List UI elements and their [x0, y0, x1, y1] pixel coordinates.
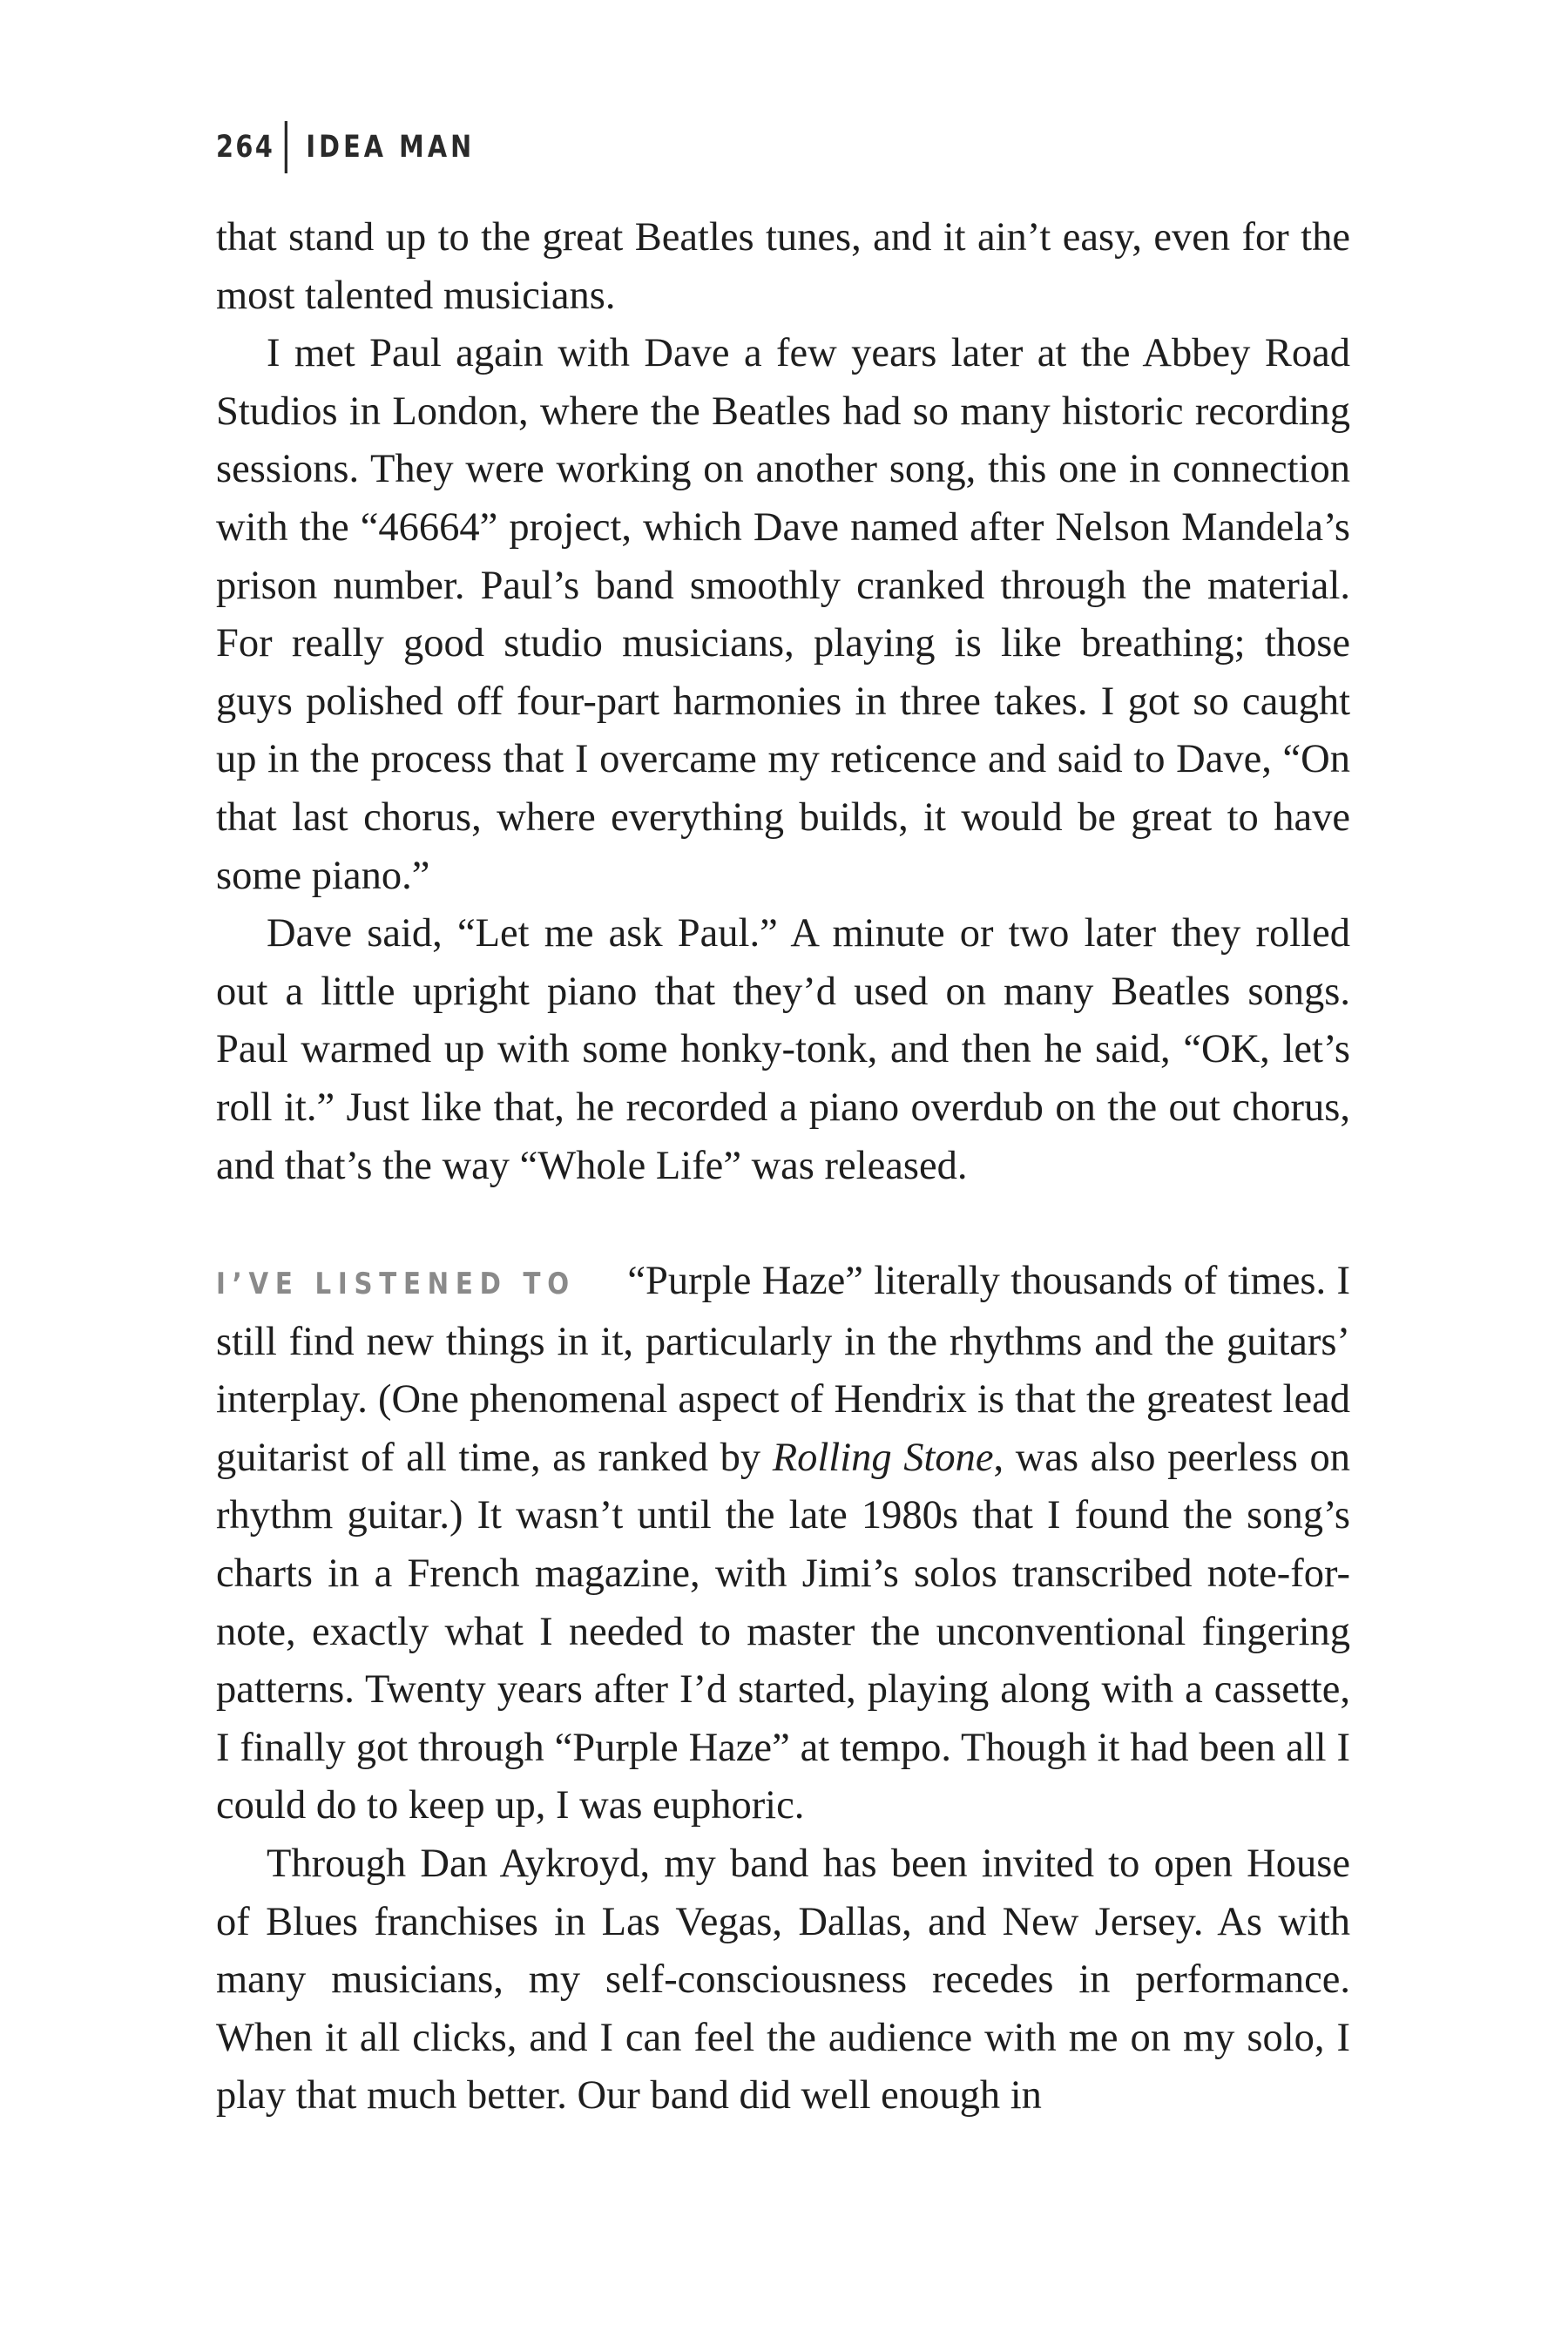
body-text — [216, 209, 1350, 2126]
paragraph-abbey-road: I met Paul again with Dave a few years later at the Abbey Road Studios in London, where the Beatles had so many historic recording sessions. They were working on another song, this one in connection with the “46664” project, which Dave named after Nelson Mandela’s prison number. Paul’s band smoothly cranked through the material. For really good studio musicians, playing is like breathing; those guys polished off four-part harmonies in three takes. I got so caught up in the process that I overcame my reticence and said to Dave, “On that last chorus, where everything builds, it would be great to have some piano.” — [216, 331, 1350, 898]
italic-title: Rolling Stone — [772, 1435, 994, 1480]
paragraph-text-part: “Purple Haze” literally thousands of times. I still find new things in it, particularly in the rhythms and the guitars’ interplay. (One phenomenal aspect of Hendrix is that the greatest lead guitarist of all time, as ranked by — [216, 1259, 1350, 1480]
header-divider — [285, 121, 287, 173]
paragraph-text-part: , was also peerless on rhythm guitar.) It wasn’t until the late 1980s that I found the song’s charts in a French magazine, with Jimi’s solos transcribed note-for-note, exactly what I needed to master the unconventional fingering patterns. Twenty years after I’d started, playing along with a cassette, I finally got through “Purple Haze” at tempo. Though it had been all I could do to keep up, I was euphoric. — [216, 1435, 1350, 1828]
section-lead-in: I’VE LISTENED TO — [216, 1267, 576, 1302]
paragraph-purple-haze — [216, 1253, 1350, 1835]
paragraph-continued: that stand up to the great Beatles tunes, and it ain’t easy, even for the most talented musicians. — [216, 215, 1350, 318]
running-head — [216, 122, 475, 172]
book-title: IDEA MAN — [306, 130, 476, 165]
page-number: 264 — [216, 130, 275, 165]
paragraph-house-of-blues: Through Dan Aykroyd, my band has been invited to open House of Blues franchises in Las Vegas, Dallas, and New Jersey. As with many musicians, my self-consciousness recedes in performance. When it all clicks, and I can feel the audience with me on my solo, I play that much better. Our band did well enough in — [216, 1842, 1350, 2119]
paragraph-piano-overdub: Dave said, “Let me ask Paul.” A minute or two later they rolled out a little upright piano that they’d used on many Beatles songs. Paul warmed up with some honky-tonk, and then he said, “OK, let’s roll it.” Just like that, he recorded a piano overdub on the out chorus, and that’s the way “Whole Life” was released. — [216, 911, 1350, 1188]
